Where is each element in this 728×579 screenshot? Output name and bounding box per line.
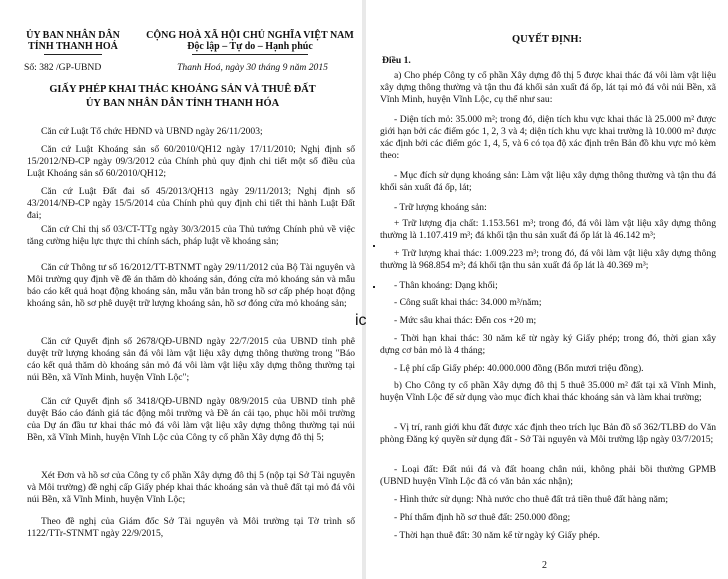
agency-underline [44,54,102,55]
decision-paragraph: - Lệ phí cấp Giấy phép: 40.000.000 đồng (Bốn mươi triệu đồng). [394,363,644,374]
decision-paragraph: - Công suất khai thác: 34.000 m³/năm; [394,297,542,308]
preamble-paragraph: Căn cứ Luật Tổ chức HĐND và UBND ngày 26/11/2003; [41,126,263,137]
decision-paragraph: - Trữ lượng khoáng sản: [394,202,487,213]
issuing-authority: ỦY BAN NHÂN DÂN TỈNH THANH HÓA [85,98,280,109]
scan-dot [373,245,375,247]
decision-paragraph: b) Cho Công ty cổ phần Xây dựng đô thị 5 thuê 35.000 m² đất tại xã Vĩnh Minh, huyện Vĩnh Lộc để sử dụng vào mục đích khai thác khoáng sản và làm khai trường; [380,380,716,403]
article-label: Điều 1. [382,55,411,66]
preamble-paragraph: Xét Đơn và hồ sơ của Công ty cổ phần Xây dựng đô thị 5 (nộp tại Sở Tài nguyên và Môi trường) đề nghị cấp Giấy phép khai thác khoáng sản và thuê đất tại mỏ đá vôi núi Bền, xã Vĩnh Minh, huyện Vĩnh Lộc; [27,470,355,505]
decision-paragraph: - Vị trí, ranh giới khu đất được xác định theo trích lục Bản đồ số 362/TLBĐ do Văn phòng Đăng ký quyền sử dụng đất - Sở Tài nguyên và Môi trường lập ngày 03/7/2015; [380,422,716,445]
decision-paragraph: - Phí thẩm định hồ sơ thuê đất: 250.000 đồng; [394,512,571,523]
scan-dot [373,286,375,288]
preamble-paragraph: Căn cứ Luật Khoáng sản số 60/2010/QH12 ngày 17/11/2010; Nghị định số 15/2012/NĐ-CP ngày 09/3/2012 của Chính phủ quy định chi tiết một số điều của Luật Khoáng sản số 60/2010/QH12; [27,144,355,179]
stray-mark: ic [355,312,367,329]
decision-paragraph: - Mức sâu khai thác: Đến cos +20 m; [394,315,537,326]
decision-paragraph: a) Cho phép Công ty cổ phần Xây dựng đô thị 5 được khai thác đá vôi làm vật liệu xây dựng thông thường và tận thu đá khối sản xuất đá ốp, lát tại mỏ đá vôi núi Bền, xã Vĩnh Minh, huyện Vĩnh Lộc, cụ thể như sau: [380,70,716,105]
decision-paragraph: - Thời hạn khai thác: 30 năm kể từ ngày ký Giấy phép; trong đó, thời gian xây dựng cơ bản mỏ là 4 tháng; [380,333,716,356]
document-page-right [366,0,728,579]
preamble-paragraph: Căn cứ Thông tư số 16/2012/TT-BTNMT ngày 29/11/2012 của Bộ Tài nguyên và Môi trường quy định về đề án thăm dò khoáng sản, đóng cửa mỏ khoáng sản và mẫu báo cáo kết quả hoạt động khoáng sản, mẫu văn bản trong hồ sơ cấp phép hoạt động khoáng sản, hồ sơ phê duyệt trữ lượng khoáng sản, hồ sơ đóng cửa mỏ khoáng sản; [27,262,355,309]
decision-paragraph: - Thời hạn thuê đất: 30 năm kể từ ngày ký Giấy phép. [394,530,600,541]
preamble-paragraph: Căn cứ Quyết định số 3418/QĐ-UBND ngày 08/9/2015 của UBND tỉnh phê duyệt Báo cáo đánh giá tác động môi trường và Đề án cải tạo, phục hồi môi trường của Dự án đầu tư khai thác mỏ đá vôi làm vật liệu xây dựng thông thường tại núi Bền, xã Vĩnh Minh, huyện Vĩnh Lộc của Công ty cổ phần Xây dựng đô thị 5; [27,396,355,443]
page-number: 2 [542,560,547,571]
document-page-left [0,0,362,579]
agency-line-2: TỈNH THANH HOÁ [28,41,118,52]
decision-paragraph: + Trữ lượng địa chất: 1.153.561 m³; trong đó, đá vôi làm vật liệu xây dựng thông thường là 1.107.419 m³; đá khối tận thu sản xuất đá ốp lát là 46.142 m³; [380,218,716,241]
preamble-paragraph: Căn cứ Quyết định số 2678/QĐ-UBND ngày 22/7/2015 của UBND tỉnh phê duyệt trữ lượng khoáng sản đá vôi làm vật liệu xây dựng thông thường trong "Báo cáo kết quả thăm dò khoáng sản mỏ đá vôi làm vật liệu xây dựng thông thường tại núi Bền, xã Vĩnh Minh, huyện Vĩnh Lộc"; [27,336,355,383]
decision-paragraph: - Loại đất: Đất núi đá và đất hoang chân núi, không phải bồi thường GPMB (UBND huyện Vĩnh Lộc đã có văn bản xác nhận); [380,464,716,487]
decision-paragraph: - Mục đích sử dụng khoáng sản: Làm vật liệu xây dựng thông thường và tận thu đá khối sản xuất đá ốp, lát; [380,170,716,193]
document-title: GIẤY PHÉP KHAI THÁC KHOÁNG SẢN VÀ THUÊ ĐẤT [49,84,316,95]
decision-paragraph: - Hình thức sử dụng: Nhà nước cho thuê đất trả tiền thuê đất hàng năm; [394,494,669,505]
document-number: Số: 382 /GP-UBND [24,62,102,73]
preamble-paragraph: Căn cứ Chỉ thị số 03/CT-TTg ngày 30/3/2015 của Thủ tướng Chính phủ về việc tăng cường hiệu lực thực thi chính sách, pháp luật về khoáng sản; [27,224,355,247]
decision-heading: QUYẾT ĐỊNH: [512,34,582,45]
decision-paragraph: + Trữ lượng khai thác: 1.009.223 m³; trong đó, đá vôi làm vật liệu xây dựng thông thường là 968.854 m³; đá khối tận thu sản xuất đá ốp lát là 40.369 m³; [380,248,716,271]
preamble-paragraph: Theo đề nghị của Giám đốc Sở Tài nguyên và Môi trường tại Tờ trình số 1122/TTr-STNMT ngày 22/9/2015, [27,516,355,539]
decision-paragraph: - Thân khoáng: Dạng khối; [394,280,498,291]
motto-underline [192,54,308,55]
nation-line-1: CỘNG HOÀ XÃ HỘI CHỦ NGHĨA VIỆT NAM [146,30,354,41]
preamble-paragraph: Căn cứ Luật Đất đai số 45/2013/QH13 ngày 29/11/2013; Nghị định số 43/2014/NĐ-CP ngày 15/5/2014 của Chính phủ quy định chi tiết thi hành Luật Đất đai; [27,186,355,221]
document-date: Thanh Hoá, ngày 30 tháng 9 năm 2015 [177,62,328,73]
agency-line-1: ỦY BAN NHÂN DÂN [26,30,120,41]
decision-paragraph: - Diện tích mỏ: 35.000 m²; trong đó, diện tích khu vực khai thác là 25.000 m² được giới hạn bởi các điểm góc 1, 2, 3 và 4; diện tích khu vực khai trường là 10.000 m² được xác định bởi các điểm góc 1, 4, 5, và 6 có tọa độ xác định trên Bản đồ khu vực mỏ kèm theo: [380,114,716,161]
nation-line-2: Độc lập – Tự do – Hạnh phúc [187,41,313,52]
